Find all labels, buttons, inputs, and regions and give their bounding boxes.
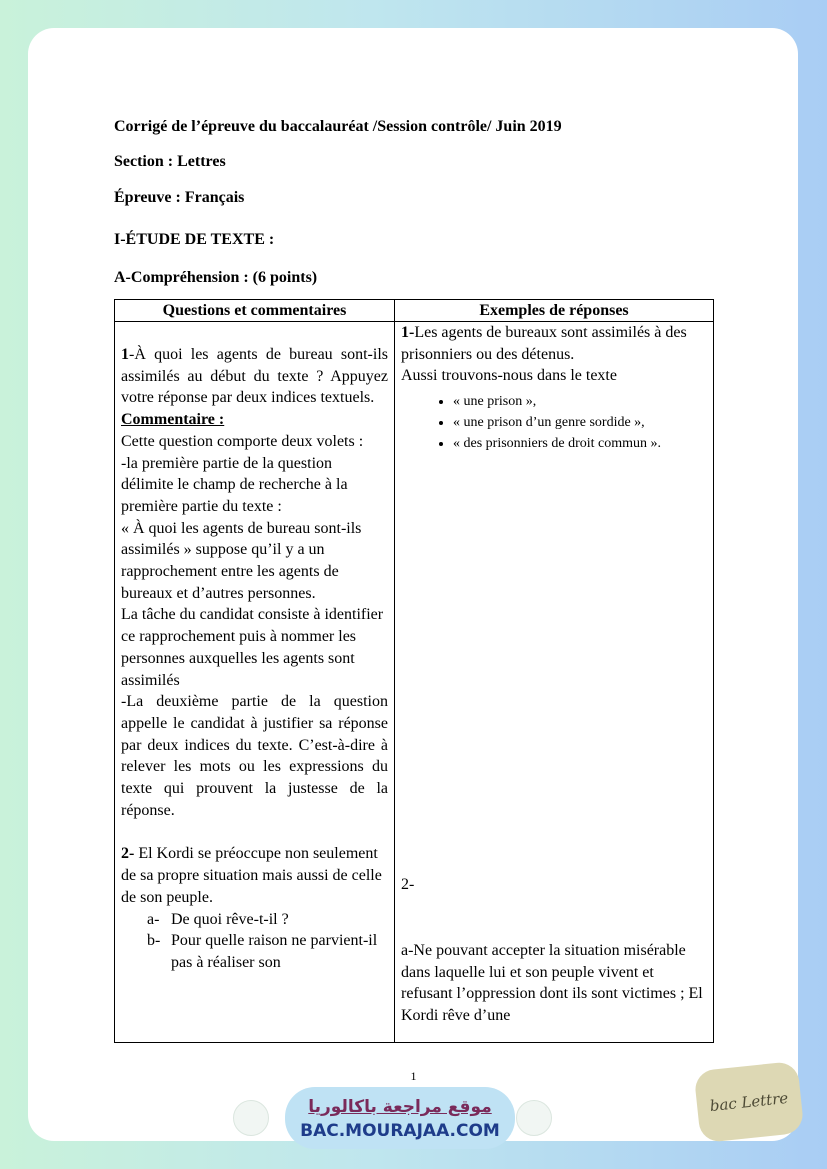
section-label: Section : Lettres [114, 153, 226, 170]
site-logo-icon [233, 1100, 269, 1136]
answer-2: a-Ne pouvant accepter la situation misérable dans laquelle lui et son peuple vivent et refusant l’oppression dont ils sont victimes ; El Kordi rêve d’une [401, 941, 703, 1024]
column-header-answers: Exemples de réponses [395, 300, 714, 322]
list-item: • « des prisonniers de droit commun ». [453, 433, 707, 454]
question-1-number: 1 [121, 346, 129, 363]
question-2: 2- El Kordi se préoccupe non seulement de sa propre situation mais aussi de celle de son peuple. [121, 845, 382, 906]
comment-line: La tâche du candidat consiste à identifier ce rapprochement puis à nommer les personnes auxquelles les agents sont assimilés [121, 606, 384, 689]
bac-lettre-badge: bac Lettre [694, 1061, 805, 1143]
comment-label: Commentaire : [121, 411, 225, 429]
answer-1-intro: Aussi trouvons-nous dans le texte [401, 367, 617, 385]
answer-1-quotes [401, 391, 707, 454]
comment-line: Cette question comporte deux volets : [121, 432, 364, 450]
site-logo-icon [516, 1100, 552, 1136]
question-2-number: 2- [121, 845, 135, 863]
comment-line: -la première partie de la question délimite le champ de recherche à la première partie du texte : [121, 454, 348, 515]
column-header-questions: Questions et commentaires [115, 300, 395, 322]
question-2-subitems [121, 909, 388, 974]
answer-2-number: 2- [401, 876, 415, 894]
list-item: b- Pour quelle raison ne parvient-il pas à réaliser son [147, 932, 378, 971]
table-row [115, 322, 714, 1043]
list-item: • « une prison », [453, 391, 707, 412]
subpart-heading: A-Compréhension : (6 points) [114, 269, 318, 286]
answer-1-number: 1- [401, 324, 415, 341]
part-heading: I-ÉTUDE DE TEXTE : [114, 231, 275, 248]
list-item: • « une prison d’un genre sordide », [453, 412, 707, 433]
question-1: 1-À quoi les agents de bureau sont-ils assimilés au début du texte ? Appuyez votre réponse par deux indices textuels. [121, 346, 388, 407]
list-item: a- De quoi rêve-t-il ? [147, 910, 289, 928]
answers-cell [395, 322, 714, 1043]
site-name-arabic[interactable]: موقع مراجعة باكالوريا [308, 1097, 492, 1117]
comment-line: « À quoi les agents de bureau sont-ils assimilés » suppose qu’il y a un rapprochement entre les agents de bureaux et d’autres personnes. [121, 519, 362, 602]
answer-table [114, 299, 714, 1043]
epreuve-label: Épreuve : Français [114, 189, 245, 206]
comment-line: -La deuxième partie de la question appelle le candidat à justifier sa réponse par deux indices du texte. C’est-à-dire à relever les mots ou les expressions du texte qui prouvent la justesse de la réponse. [121, 693, 388, 819]
site-url[interactable]: BAC.MOURAJAA.COM [300, 1121, 500, 1141]
site-banner[interactable] [285, 1087, 515, 1149]
answer-1: 1-Les agents de bureaux sont assimilés à des prisonniers ou des détenus. [401, 324, 687, 363]
document-title: Corrigé de l’épreuve du baccalauréat /Session contrôle/ Juin 2019 [114, 118, 562, 135]
questions-cell [115, 322, 395, 1043]
table-header-row [115, 300, 714, 322]
page-number: 1 [410, 1069, 417, 1083]
